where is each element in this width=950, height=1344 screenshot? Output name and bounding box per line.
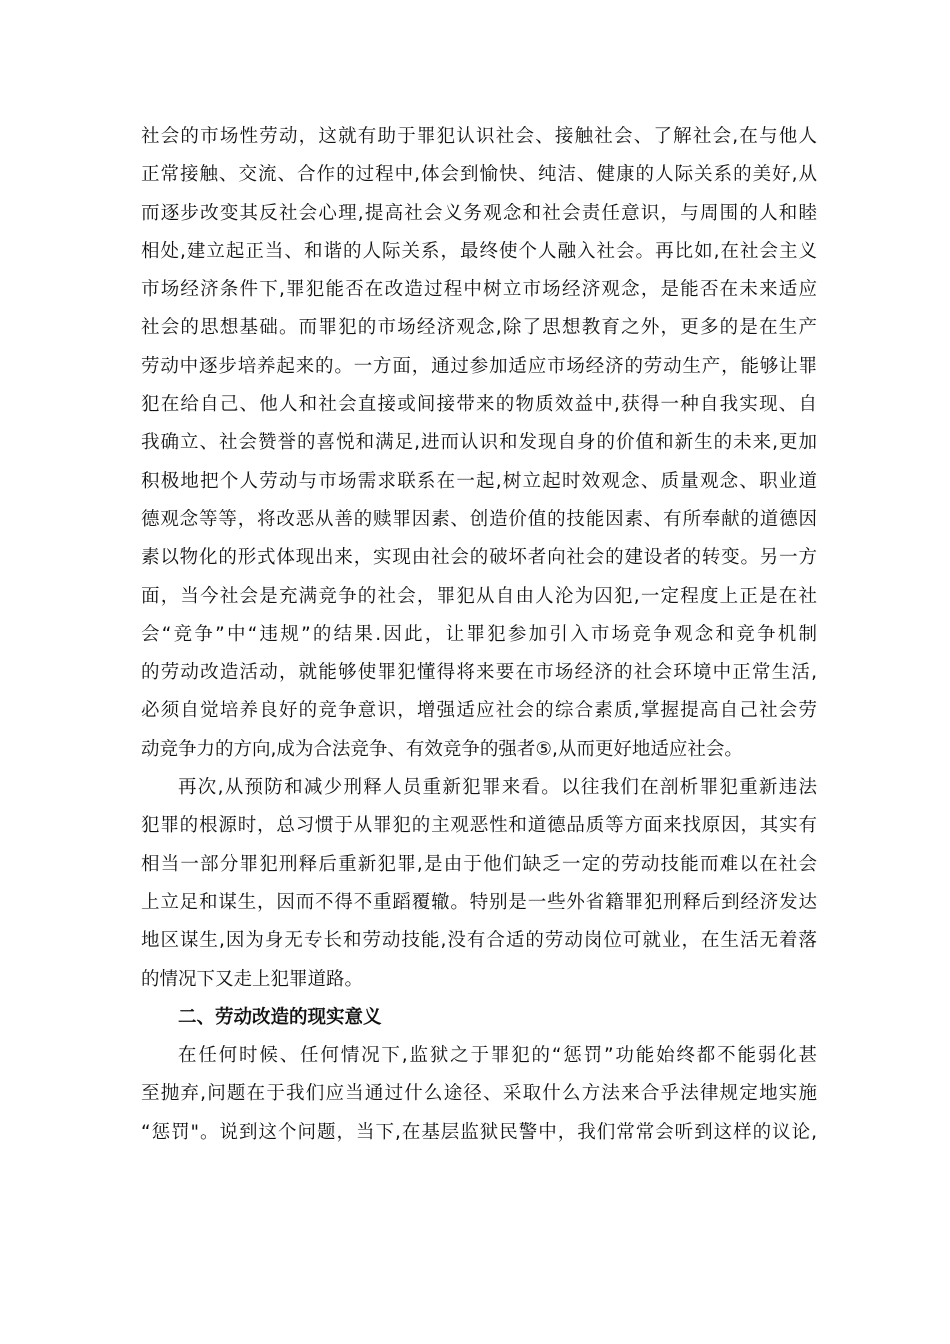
paragraph-1-line: 德观念等等，将改恶从善的赎罪因素、创造价值的技能因素、有所奉献的道德因 — [141, 508, 817, 530]
paragraph-3-line: “惩罚"。说到这个问题，当下,在基层监狱民警中，我们常常会听到这样的议论, — [141, 1121, 817, 1143]
paragraph-1-line: 相处,建立起正当、和谐的人际关系，最终使个人融入社会。再比如,在社会主义 — [141, 240, 817, 262]
paragraph-1-line: 面，当今社会是充满竞争的社会，罪犯从自由人沦为囚犯,一定程度上正是在社 — [141, 585, 817, 607]
paragraph-1-line: 社会的思想基础。而罪犯的市场经济观念,除了思想教育之外，更多的是在生产 — [141, 317, 817, 339]
paragraph-2-line: 的情况下又走上犯罪道路。 — [141, 968, 364, 990]
paragraph-2-line: 再次,从预防和减少刑释人员重新犯罪来看。以往我们在剖析罪犯重新违法 — [178, 777, 817, 799]
paragraph-1-line: 犯在给自己、他人和社会直接或间接带来的物质效益中,获得一种自我实现、自 — [141, 394, 817, 416]
paragraph-1-line: 我确立、社会赞誉的喜悦和满足,进而认识和发现自身的价值和新生的未来,更加 — [141, 432, 817, 454]
paragraph-2-line: 上立足和谋生，因而不得不重蹈覆辙。特别是一些外省籍罪犯刑释后到经济发达 — [141, 891, 817, 913]
paragraph-1-line: 正常接触、交流、合作的过程中,体会到愉快、纯洁、健康的人际关系的美好,从 — [141, 164, 817, 186]
paragraph-1-line: 素以物化的形式体现出来，实现由社会的破坏者向社会的建设者的转变。另一方 — [141, 547, 817, 569]
paragraph-1-line: 会“竞争”中“违规”的结果.因此，让罪犯参加引入市场竞争观念和竞争机制 — [141, 623, 817, 645]
paragraph-1-line: 的劳动改造活动，就能够使罪犯懂得将来要在市场经济的社会环境中正常生活, — [141, 662, 817, 684]
paragraph-1-line: 动竞争力的方向,成为合法竞争、有效竞争的强者⑤,从而更好地适应社会。 — [141, 738, 743, 760]
paragraph-1-line: 积极地把个人劳动与市场需求联系在一起,树立起时效观念、质量观念、职业道 — [141, 470, 817, 492]
paragraph-2-line: 相当一部分罪犯刑释后重新犯罪,是由于他们缺乏一定的劳动技能而难以在社会 — [141, 853, 817, 875]
paragraph-1-line: 劳动中逐步培养起来的。一方面，通过参加适应市场经济的劳动生产，能够让罪 — [141, 355, 817, 377]
paragraph-2-line: 地区谋生,因为身无专长和劳动技能,没有合适的劳动岗位可就业，在生活无着落 — [141, 930, 817, 952]
paragraph-2-line: 犯罪的根源时，总习惯于从罪犯的主观恶性和道德品质等方面来找原因，其实有 — [141, 815, 817, 837]
paragraph-1-line: 必须自觉培养良好的竞争意识，增强适应社会的综合素质,掌握提高自己社会劳 — [141, 700, 817, 722]
document-body — [141, 118, 817, 1152]
paragraph-1-line: 社会的市场性劳动，这就有助于罪犯认识社会、接触社会、了解社会,在与他人 — [141, 126, 817, 147]
paragraph-1-line: 市场经济条件下,罪犯能否在改造过程中树立市场经济观念，是能否在未来适应 — [141, 279, 817, 301]
section-heading: 二、劳动改造的现实意义 — [178, 1006, 382, 1028]
paragraph-1-line: 而逐步改变其反社会心理,提高社会义务观念和社会责任意识，与周围的人和睦 — [141, 202, 817, 224]
paragraph-3-line: 至抛弃,问题在于我们应当通过什么途径、采取什么方法来合乎法律规定地实施 — [141, 1083, 817, 1105]
paragraph-3-line: 在任何时候、任何情况下,监狱之于罪犯的“惩罚”功能始终都不能弱化甚 — [178, 1045, 817, 1067]
